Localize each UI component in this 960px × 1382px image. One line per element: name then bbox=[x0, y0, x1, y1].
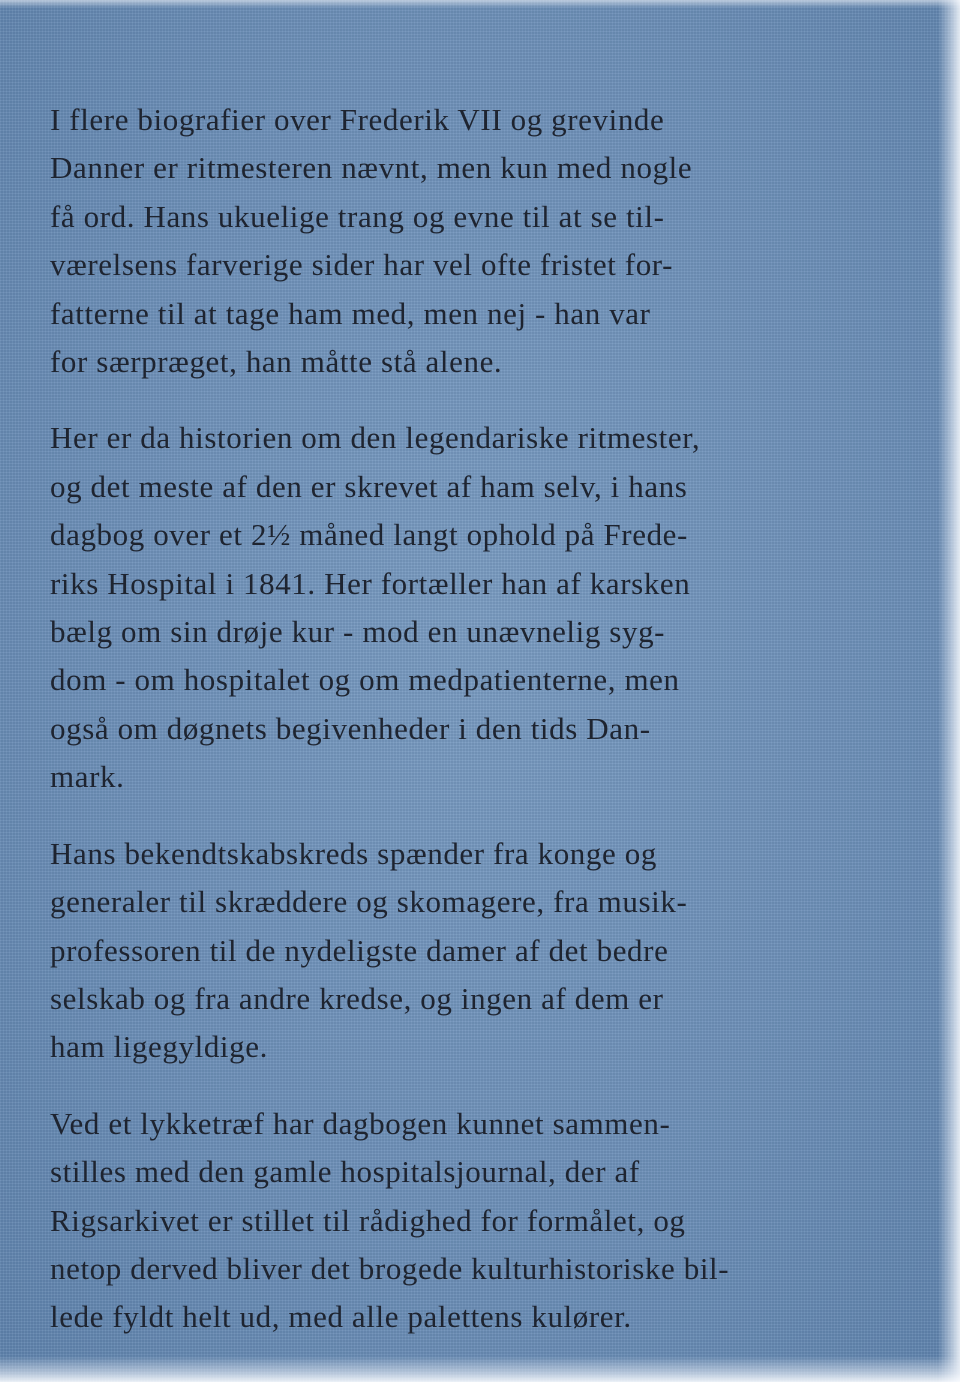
text-line: værelsens farverige sider har vel ofte fristet for- bbox=[50, 247, 674, 283]
paragraph-3 bbox=[50, 830, 900, 1072]
text-line: bælg om sin drøje kur - mod en unævnelig syg- bbox=[50, 614, 666, 650]
cover-top-edge bbox=[0, 0, 960, 8]
text-line: lede fyldt helt ud, med alle palettens kulører. bbox=[50, 1299, 632, 1335]
paragraph-2 bbox=[50, 414, 900, 801]
text-line: få ord. Hans ukuelige trang og evne til at se til- bbox=[50, 198, 665, 234]
text-line: netop derved bliver det brogede kulturhistoriske bil- bbox=[50, 1250, 730, 1286]
text-line: riks Hospital i 1841. Her fortæller han af karsken bbox=[50, 565, 691, 601]
text-line: generaler til skræddere og skomagere, fra musik- bbox=[50, 884, 688, 920]
text-line: professoren til de nydeligste damer af det bedre bbox=[50, 932, 669, 968]
text-line: Ved et lykketræf har dagbogen kunnet sammen- bbox=[50, 1105, 671, 1141]
text-line: Her er da historien om den legendariske ritmester, bbox=[50, 420, 701, 456]
text-line: stilles med den gamle hospitalsjournal, der af bbox=[50, 1154, 640, 1190]
text-line: for særpræget, han måtte stå alene. bbox=[50, 344, 503, 380]
text-line: ham ligegyldige. bbox=[50, 1029, 268, 1065]
text-line: I flere biografier over Frederik VII og grevinde bbox=[50, 102, 665, 137]
paragraph-4 bbox=[50, 1100, 900, 1342]
text-line: dagbog over et 2½ måned langt ophold på Frede- bbox=[50, 517, 688, 553]
text-line: Danner er ritmesteren nævnt, men kun med nogle bbox=[50, 150, 693, 186]
text-line: selskab og fra andre kredse, og ingen af dem er bbox=[50, 980, 664, 1016]
text-line: også om døgnets begivenheder i den tids Dan- bbox=[50, 710, 651, 746]
text-line: og det meste af den er skrevet af ham selv, i hans bbox=[50, 468, 688, 504]
text-line: fatterne til at tage ham med, men nej - han var bbox=[50, 295, 651, 331]
text-line: mark. bbox=[50, 759, 125, 795]
text-line: Hans bekendtskabskreds spænder fra konge og bbox=[50, 835, 657, 871]
blurb-text bbox=[50, 96, 900, 1370]
paragraph-1 bbox=[50, 96, 900, 386]
cover-right-edge bbox=[938, 0, 960, 1382]
text-line: dom - om hospitalet og om medpatienterne, men bbox=[50, 662, 680, 698]
text-line: Rigsarkivet er stillet til rådighed for formålet, og bbox=[50, 1202, 686, 1238]
